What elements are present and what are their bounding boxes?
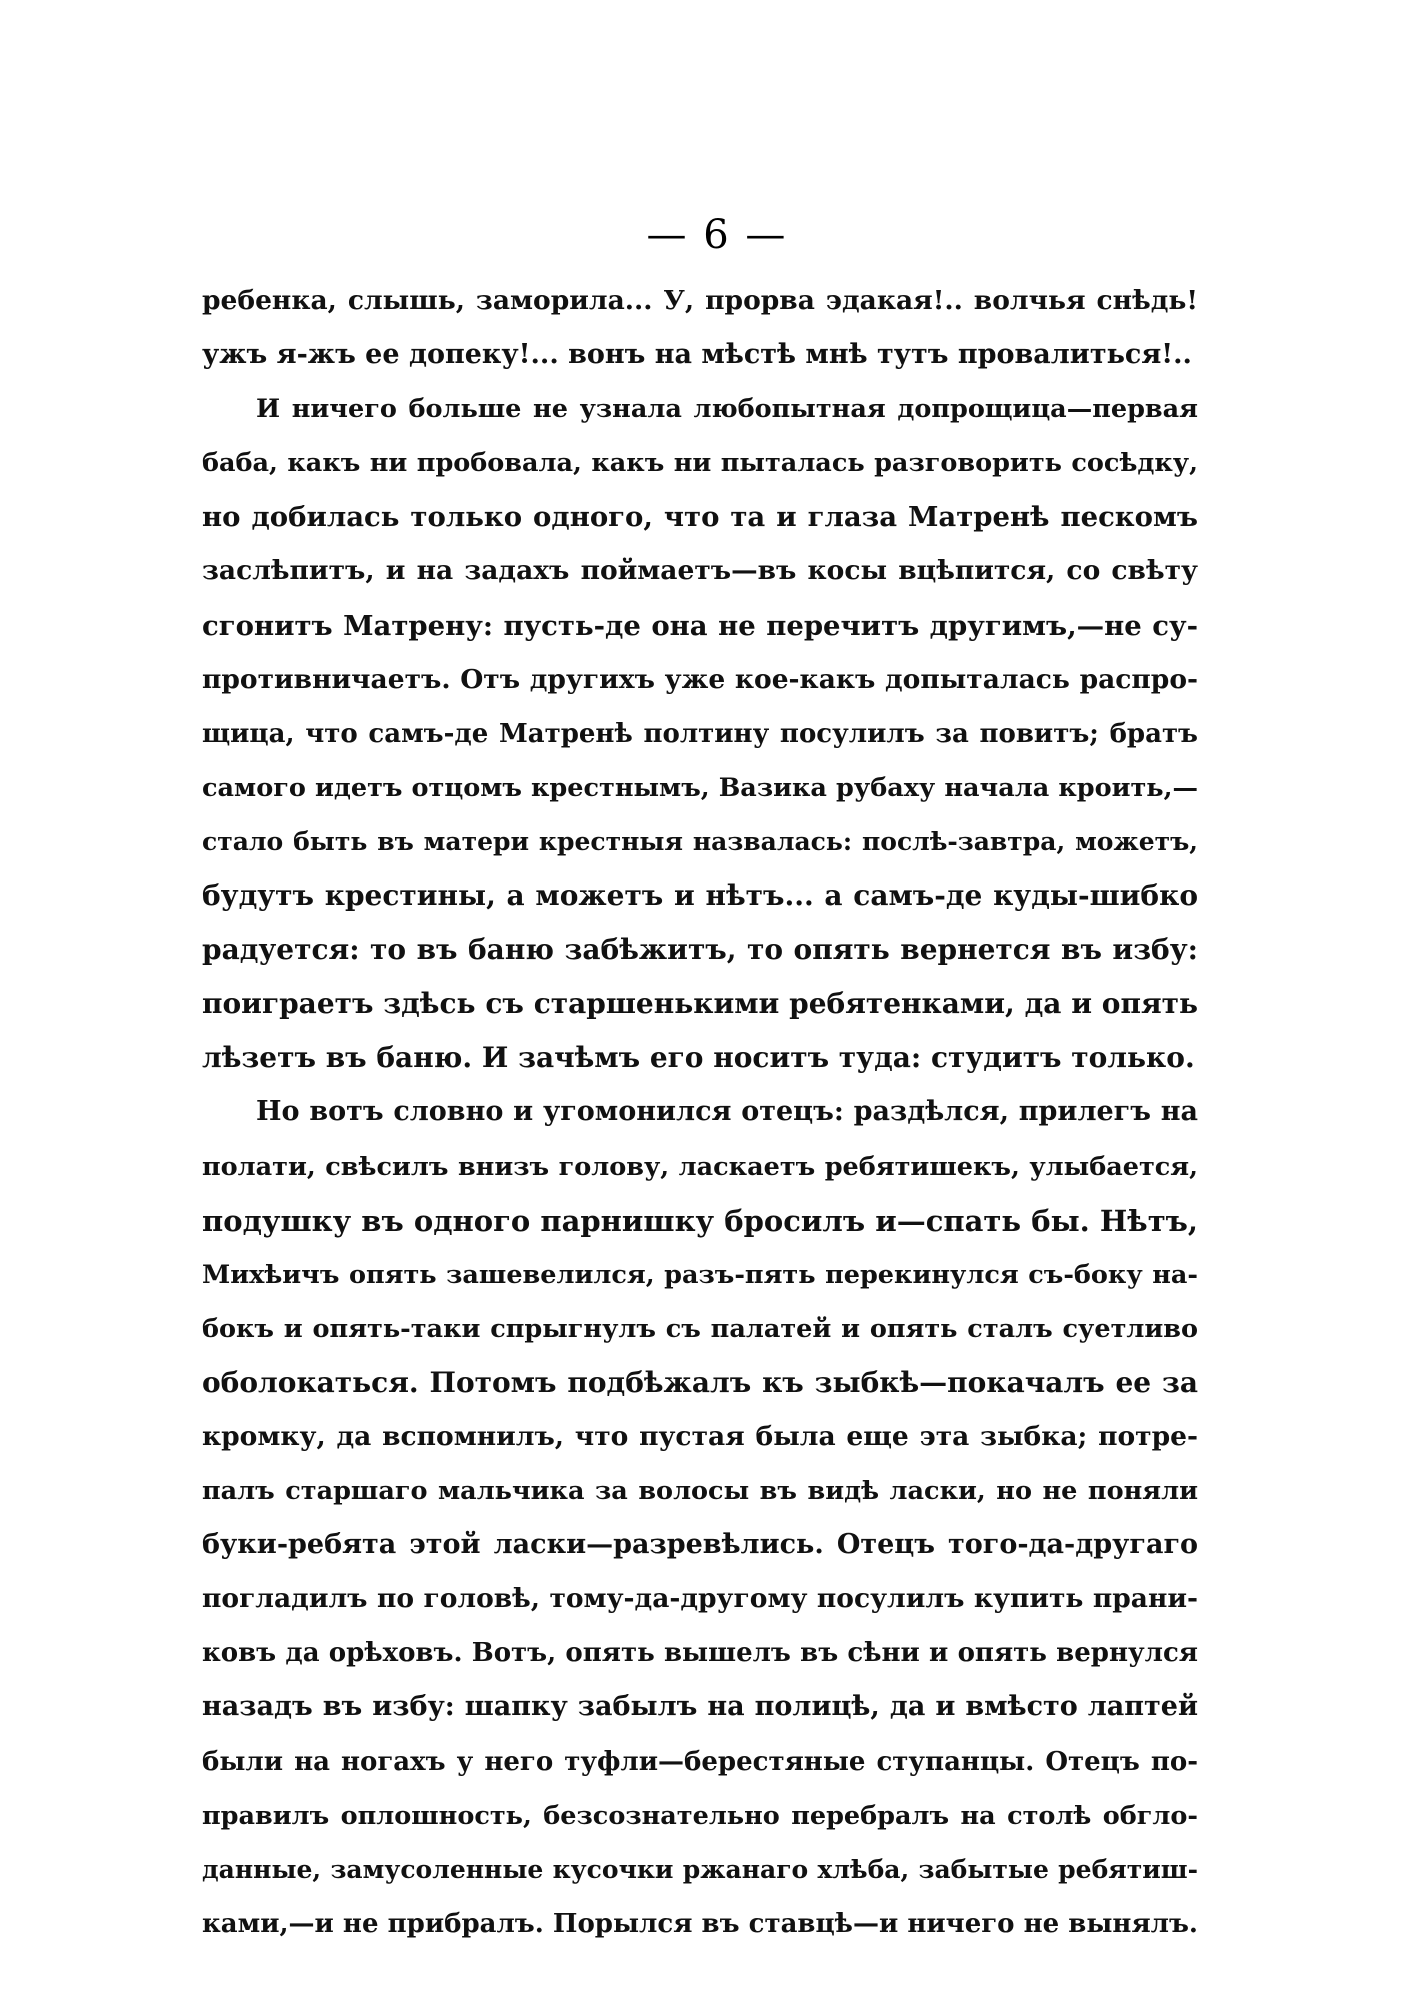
text-line: лѣзетъ въ баню. И зачѣмъ его носитъ туда: студитъ только.	[202, 1041, 1195, 1075]
text-line: ребенка, слышь, заморила... У, прорва эдакая!.. волчья снѣдь!	[202, 285, 1198, 316]
text-line: буки-ребята этой ласки—разревѣлись. Отецъ того-да-другаго	[202, 1529, 1198, 1561]
text-line: были на ногахъ у него туфли—берестяные ступанцы. Отецъ по-	[202, 1746, 1198, 1777]
text-line: будутъ крестины, а можетъ и нѣтъ... а самъ-де куды-шибко	[202, 879, 1198, 913]
text-line: щица, что самъ-де Матренѣ полтину посулилъ за повитъ; братъ	[202, 718, 1198, 749]
text-line: данные, замусоленные кусочки ржанаго хлѣба, забытые ребятиш-	[202, 1854, 1198, 1884]
text-line: сгонитъ Матрену: пусть-де она не перечитъ другимъ,—не су-	[202, 609, 1198, 642]
text-line: но добилась только одного, что та и глаза Матренѣ пескомъ	[202, 501, 1198, 534]
text-line: самого идетъ отцомъ крестнымъ, Вазика рубаху начала кроить,—	[202, 772, 1198, 803]
text-line: противничаетъ. Отъ другихъ уже кое-какъ допыталась распро-	[202, 663, 1198, 695]
text-line: бокъ и опять-таки спрыгнулъ съ палатей и опять сталъ суетливо	[202, 1313, 1198, 1344]
text-line: поиграетъ здѣсь съ старшенькими ребятенками, да и опять	[202, 987, 1198, 1021]
text-line: баба, какъ ни пробовала, какъ ни пыталась разговорить сосѣдку,	[202, 448, 1198, 479]
text-line: И ничего больше не узнала любопытная допрощица—первая	[256, 394, 1198, 425]
text-line: подушку въ одного парнишку бросилъ и—спать бы. Нѣтъ,	[202, 1203, 1198, 1238]
text-line: правилъ оплошность, безсознательно перебралъ на столѣ обгло-	[202, 1800, 1198, 1831]
text-line: ужъ я-жъ ее допеку!... вонъ на мѣстѣ мнѣ тутъ провалиться!..	[202, 339, 1192, 371]
text-line: Но вотъ словно и угомонился отецъ: раздѣлся, прилегъ на	[256, 1096, 1198, 1128]
text-line: полати, свѣсилъ внизъ голову, ласкаетъ ребятишекъ, улыбается,	[202, 1151, 1198, 1182]
body-text	[202, 274, 1198, 1951]
text-line: Михѣичъ опять зашевелился, разъ-пять перекинулся съ-боку на-	[202, 1259, 1198, 1290]
text-line: ками,—и не прибралъ. Порылся въ ставцѣ—и ничего не вынялъ.	[202, 1908, 1198, 1939]
text-line: стало быть въ матери крестныя назвалась: послѣ-завтра, можетъ,	[202, 826, 1198, 856]
text-line: кромку, да вспомнилъ, что пустая была еще эта зыбка; потре-	[202, 1420, 1198, 1452]
page-number: — 6 —	[646, 212, 788, 258]
text-line: погладилъ по головѣ, тому-да-другому посулилъ купить прани-	[202, 1583, 1198, 1615]
text-line: палъ старшаго мальчика за волосы въ видѣ ласки, но не поняли	[202, 1476, 1198, 1507]
text-line: назадъ въ избу: шапку забылъ на полицѣ, да и вмѣсто лаптей	[202, 1691, 1198, 1723]
text-line: заслѣпитъ, и на задахъ поймаетъ—въ косы вцѣпится, со свѣту	[202, 555, 1198, 587]
text-line: радуется: то въ баню забѣжитъ, то опять вернется въ избу:	[202, 933, 1198, 967]
text-line: ковъ да орѣховъ. Вотъ, опять вышелъ въ сѣни и опять вернулся	[202, 1638, 1198, 1669]
text-line: оболокаться. Потомъ подбѣжалъ къ зыбкѣ—покачалъ ее за	[202, 1365, 1198, 1399]
